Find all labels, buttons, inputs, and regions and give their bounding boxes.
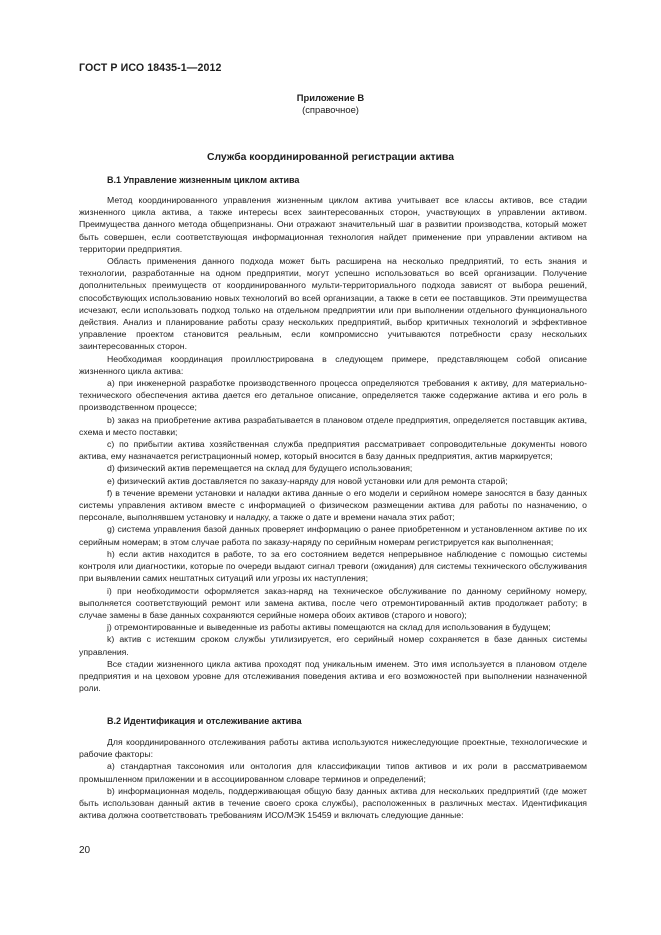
list-item: а) при инженерной разработке производственного процесса определяются требования к активу, для материально-технического обеспечения актива дается его детальное описание, определяется также содержание актива и его роль в производственном процессе;	[79, 378, 587, 413]
list-item: c) по прибытии актива хозяйственная служба предприятия рассматривает сопроводительные документы нового актива, ему назначается регистрационный номер, который вносится в базу данных предприятия, актив маркируется;	[79, 439, 587, 462]
paragraph: Метод координированного управления жизненным циклом актива учитывает все классы активов, все стадии жизненного цикла актива, а также интересы всех заинтересованных сторон, участвующих в управлении активом. Преимущества данного метода общепризнаны. Они отражают значительный шаг в развитии производства, который может быть совершен, если соответствующая информационная технология найдет применение при управлении активом на территории предприятия.	[79, 195, 587, 254]
list-item: g) система управления базой данных проверяет информацию о ранее приобретенном и установленном активе по их серийным номерам; в этом случае работа по заказу-наряду по серийным номерам регистрируется как выполненная;	[79, 524, 587, 547]
list-item: b) заказ на приобретение актива разрабатывается в плановом отделе предприятия, определяется поставщик актива, схема и место поставки;	[79, 414, 587, 437]
paragraph: Все стадии жизненного цикла актива проходят под уникальным именем. Это имя используется в плановом отделе предприятия и на цеховом уровне для отслеживания поведения актива и его возможностей при выполнении назначенной роли.	[79, 658, 587, 694]
list-item: e) физический актив доставляется по заказу-наряду для новой установки или для ремонта старой;	[107, 475, 508, 486]
paragraph: Для координированного отслеживания работы актива используются нижеследующие проектные, технологические и рабочие факторы:	[79, 737, 587, 760]
section-2-heading: В.2 Идентификация и отслеживание актива	[107, 716, 302, 726]
list-item: j) отремонтированные и выведенные из работы активы помещаются на склад для использования в будущем;	[107, 622, 551, 633]
section-1-heading: В.1 Управление жизненным циклом актива	[107, 175, 300, 185]
paragraph: Область применения данного подхода может быть расширена на несколько предприятий, то есть знания и технологии, разработанные на одном предприятии, могут успешно использоваться во всей организации. Получение дополнительных преимуществ от координированного мульти-территориального подхода зависят от выбора решений, способствующих использованию новых технологий во всей организации, а также в сети ее поставщиков. Эти преимущества исчезают, если использовать подход только на отдельном предприятии или при выполнении отдельного функционального действия. Анализ и планирование работы сразу нескольких предприятий, выбор критичных технологий и эффективное управление проектом становится реальным, если компромиссно учитываются потребности сразу нескольких заинтересованных сторон.	[79, 256, 587, 352]
list-item: a) стандартная таксономия или онтология для классификации типов активов и их роли в рассматриваемом промышленном приложении и в ассоциированном словаре терминов и определений;	[79, 761, 587, 784]
main-title: Служба координированной регистрации актива	[206, 152, 455, 163]
annex-title: Приложение В	[296, 92, 365, 103]
list-item: h) если актив находится в работе, то за его состоянием ведется непрерывное наблюдение с помощью системы контроля или диагностики, которые по очереди выдают сигнал тревоги (ожидания) для системы технического обслуживания при выявлении самих нештатных ситуаций или угрозы их наступления;	[79, 548, 587, 584]
list-item: f) в течение времени установки и наладки актива данные о его модели и серийном номере заносятся в базу данных системы управления активом вместе с информацией о физическом размещении актива для работы по назначению, о персонале, выполнявшем установку и наладку, а также о дате и времени начала этих работ;	[79, 487, 587, 523]
document-header: ГОСТ Р ИСО 18435-1—2012	[79, 62, 222, 74]
section-2-body	[79, 736, 587, 821]
list-item: d) физический актив перемещается на склад для будущего использования;	[107, 463, 413, 474]
list-item: b) информационная модель, поддерживающая общую базу данных актива для нескольких предприятий (где может быть использован данный актив в течение своего срока службы), расположенных в различных местах. Идентификация актива должна соответствовать требованиям ИСО/МЭК 15459 и включать следующие данные:	[79, 785, 587, 821]
annex-subtitle: (справочное)	[302, 104, 359, 115]
list-item: k) актив с истекшим сроком службы утилизируется, его серийный номер сохраняется в базе данных системы управления.	[79, 634, 587, 657]
section-1-body	[79, 194, 587, 694]
page-number: 20	[79, 845, 91, 856]
paragraph: Необходимая координация проиллюстрирована в следующем примере, представляющем собой описание жизненного цикла актива:	[79, 353, 587, 376]
list-item: i) при необходимости оформляется заказ-наряд на техническое обслуживание по данному серийному номеру, выполняется соответствующий ремонт или замена актива, после чего отремонтированный актив продолжает работу; в случае замены в базе данных сохраняются серийные номера обоих активов (старого и нового);	[79, 585, 587, 620]
